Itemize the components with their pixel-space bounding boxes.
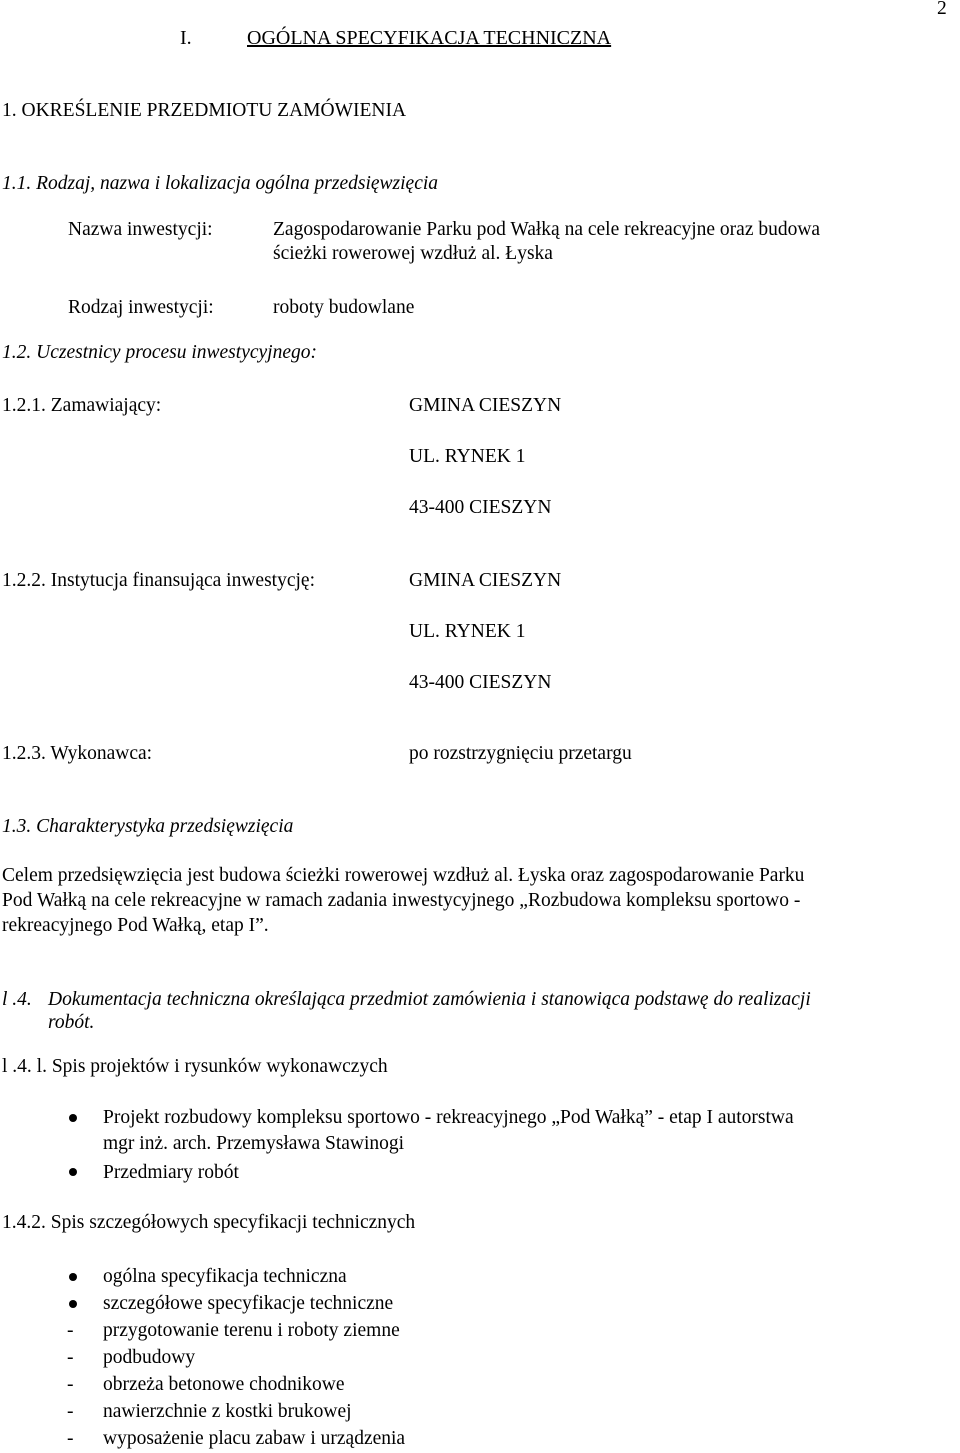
participant-label: 1.2.3. Wykonawca: <box>2 743 153 764</box>
bullet-icon <box>69 1273 77 1281</box>
participant-line: UL. RYNEK 1 <box>409 621 526 642</box>
list-item: Przedmiary robót <box>103 1162 239 1183</box>
paragraph-line: Celem przedsięwzięcia jest budowa ścieżki rowerowej wzdłuż al. Łyska oraz zagospodarowanie Parku <box>2 865 805 886</box>
bullet-icon <box>69 1300 77 1308</box>
investment-name-line2: ścieżki rowerowej wzdłuż al. Łyska <box>273 243 553 264</box>
investment-name-label: Nazwa inwestycji: <box>68 219 213 240</box>
heading-1-1: 1.1. Rodzaj, nazwa i lokalizacja ogólna przedsięwzięcia <box>2 173 439 194</box>
spec-sub-item: przygotowanie terenu i roboty ziemne <box>103 1320 400 1341</box>
paragraph-line: Pod Wałką na cele rekreacyjne w ramach zadania inwestycyjnego „Rozbudowa kompleksu sportowo - <box>2 890 801 911</box>
list-item: ogólna specyfikacja techniczna <box>103 1266 347 1287</box>
heading-1-4-line1: Dokumentacja techniczna określająca przedmiot zamówienia i stanowiąca podstawę do realizacji <box>48 989 811 1010</box>
spec-sub-item: obrzeża betonowe chodnikowe <box>103 1374 345 1395</box>
dash-marker: - <box>67 1347 74 1368</box>
heading-1-3: 1.3. Charakterystyka przedsięwzięcia <box>2 816 294 837</box>
section-title: OGÓLNA SPECYFIKACJA TECHNICZNA <box>247 27 612 49</box>
section-number: I. <box>180 27 192 49</box>
heading-1: 1. OKREŚLENIE PRZEDMIOTU ZAMÓWIENIA <box>2 100 407 121</box>
dash-marker: - <box>67 1320 74 1341</box>
list-item-continuation: mgr inż. arch. Przemysława Stawinogi <box>103 1133 405 1154</box>
participant-line: GMINA CIESZYN <box>409 570 562 591</box>
investment-name-line1: Zagospodarowanie Parku pod Wałką na cele rekreacyjne oraz budowa <box>273 219 821 240</box>
heading-1-4-1: l .4. l. Spis projektów i rysunków wykonawczych <box>2 1056 388 1077</box>
paragraph-line: rekreacyjnego Pod Wałką, etap I”. <box>2 915 269 936</box>
heading-1-4-number: l .4. <box>2 989 32 1010</box>
spec-sub-item: nawierzchnie z kostki brukowej <box>103 1401 352 1422</box>
list-item: szczegółowe specyfikacje techniczne <box>103 1293 394 1314</box>
list-item: Projekt rozbudowy kompleksu sportowo - rekreacyjnego „Pod Wałką” - etap I autorstwa <box>103 1107 794 1128</box>
dash-marker: - <box>67 1401 74 1422</box>
spec-sub-item: podbudowy <box>103 1347 196 1368</box>
page-number: 2 <box>937 0 947 19</box>
participant-label: 1.2.2. Instytucja finansująca inwestycję: <box>2 570 315 591</box>
participant-line: GMINA CIESZYN <box>409 395 562 416</box>
spec-sub-item: wyposażenie placu zabaw i urządzenia <box>103 1428 406 1449</box>
dash-marker: - <box>67 1428 74 1449</box>
dash-marker: - <box>67 1374 74 1395</box>
participant-line: UL. RYNEK 1 <box>409 446 526 467</box>
investment-type-label: Rodzaj inwestycji: <box>68 297 214 318</box>
heading-1-4-2: 1.4.2. Spis szczegółowych specyfikacji technicznych <box>2 1212 416 1233</box>
participant-label: 1.2.1. Zamawiający: <box>2 395 162 416</box>
participant-line: 43-400 CIESZYN <box>409 672 552 693</box>
bullet-icon <box>69 1168 77 1176</box>
bullet-icon <box>69 1114 77 1122</box>
participant-line: po rozstrzygnięciu przetargu <box>409 743 632 764</box>
heading-1-2: 1.2. Uczestnicy procesu inwestycyjnego: <box>2 342 317 363</box>
heading-1-4-line2: robót. <box>48 1012 95 1033</box>
investment-type-value: roboty budowlane <box>273 297 415 318</box>
participant-line: 43-400 CIESZYN <box>409 497 552 518</box>
